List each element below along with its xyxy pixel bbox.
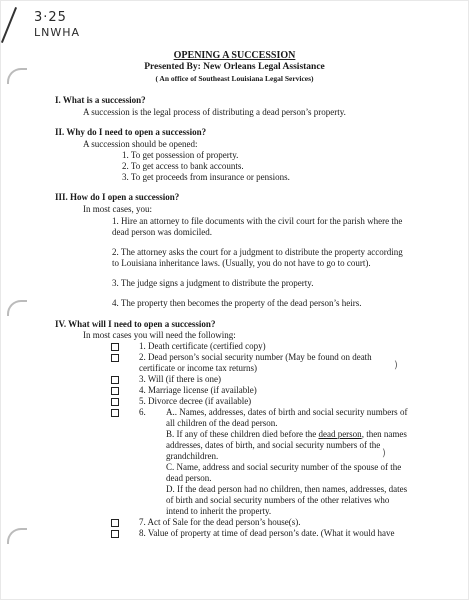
checklist-item: 7. Act of Sale for the dead person’s house(s). — [139, 517, 301, 527]
paragraph-line: 2. The attorney asks the court for a judgment to distribute the property according — [112, 247, 403, 257]
sub-item-line: C. Name, address and social security number of the spouse of the — [166, 462, 402, 472]
checkbox[interactable] — [111, 409, 119, 417]
checklist-item: 3. Will (if there is one) — [139, 374, 221, 384]
list-item: 3. To get proceeds from insurance or pensions. — [122, 172, 290, 182]
section-1-text: A succession is the legal process of distributing a dead person’s property. — [83, 107, 346, 117]
handwritten-note-initials: LNWHA — [34, 26, 81, 39]
section-3-intro: In most cases, you: — [83, 204, 152, 214]
handwritten-bracket-mark: ) — [394, 360, 398, 371]
checklist-item: 1. Death certificate (certified copy) — [139, 341, 266, 351]
punch-hole — [7, 300, 27, 316]
checkbox[interactable] — [111, 387, 119, 395]
checklist-item-number: 6. — [139, 407, 146, 417]
checkbox[interactable] — [111, 398, 119, 406]
document-title: OPENING A SUCCESSION — [173, 50, 296, 61]
office-line: ( An office of Southeast Louisiana Legal Services) — [155, 74, 314, 83]
checkbox[interactable] — [111, 354, 119, 362]
paragraph-line: 4. The property then becomes the property of the dead person’s heirs. — [112, 298, 362, 308]
punch-hole — [7, 528, 27, 544]
checklist-item: 2. Dead person’s social security number (May be found on death — [139, 352, 372, 362]
checklist-item-continued: certificate or income tax returns) — [139, 363, 257, 373]
paragraph-line: 3. The judge signs a judgment to distribute the property. — [112, 278, 314, 288]
paragraph-line: dead person was domiciled. — [112, 227, 212, 237]
section-1-heading: I. What is a succession? — [55, 95, 146, 105]
checkbox[interactable] — [111, 376, 119, 384]
sub-item-line: dead person. — [166, 473, 212, 483]
handwritten-note-date: 3·25 — [34, 10, 67, 25]
checkbox[interactable] — [111, 343, 119, 351]
paragraph-line: 1. Hire an attorney to file documents with the civil court for the parish where the — [112, 216, 403, 226]
list-item: 2. To get access to bank accounts. — [122, 161, 244, 171]
checkbox[interactable] — [111, 530, 119, 538]
sub-item-line: grandchildren. — [166, 451, 219, 461]
section-2-heading: II. Why do I need to open a succession? — [55, 127, 207, 137]
handwritten-slash — [1, 7, 17, 43]
handwritten-bracket-mark: ) — [382, 448, 386, 459]
checklist-item: 8. Value of property at time of dead person’s date. (What it would have — [139, 528, 395, 538]
section-2-intro: A succession should be opened: — [83, 139, 198, 149]
sub-item-line: B. If any of these children died before the dead person, then names — [166, 429, 407, 439]
list-item: 1. To get possession of property. — [122, 150, 239, 160]
sub-item-line: of birth and social security numbers of the other relatives who — [166, 495, 390, 505]
sub-item-line: D. If the dead person had no children, then names, addresses, dates — [166, 484, 408, 494]
checkbox[interactable] — [111, 519, 119, 527]
checklist-item: 4. Marriage license (if available) — [139, 385, 257, 395]
sub-item-line: intend to inherit the property. — [166, 506, 272, 516]
sub-item-line: addresses, dates of birth, and social security numbers of the — [166, 440, 381, 450]
sub-item-line: all children of the dead person. — [166, 418, 278, 428]
presenter-line: Presented By: New Orleans Legal Assistance — [144, 62, 325, 72]
section-4-heading: IV. What will I need to open a succession? — [55, 319, 216, 329]
checklist-item: 5. Divorce decree (if available) — [139, 396, 252, 406]
section-4-intro: In most cases you will need the following: — [83, 330, 236, 340]
paragraph-line: to Louisiana inheritance laws. (Usually, you do not have to go to court). — [112, 258, 371, 268]
section-3-heading: III. How do I open a succession? — [55, 192, 180, 202]
sub-item-line: A.. Names, addresses, dates of birth and social security numbers of — [166, 407, 408, 417]
